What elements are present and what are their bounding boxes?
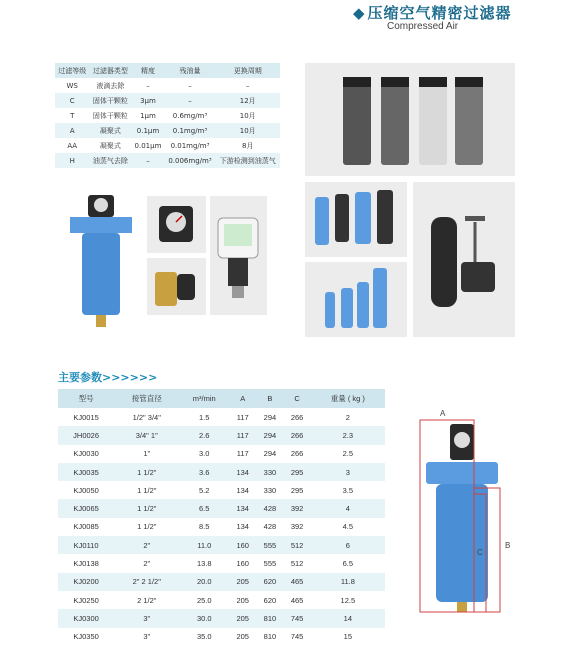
spec-cell-a: 117	[229, 426, 256, 444]
spec-cell-b: 555	[256, 554, 283, 572]
spec-cell-a: 160	[229, 554, 256, 572]
filter-cell-precision: 0.01μm	[131, 138, 164, 153]
spec-cell-a: 205	[229, 591, 256, 609]
filter-elements-photo	[305, 63, 515, 176]
filter-cell-type: 凝聚式	[89, 123, 131, 138]
filter-cell-residual-oil: 0.01mg/m³	[165, 138, 216, 153]
spec-cell-model: KJ0035	[58, 463, 114, 481]
spec-cell-model: KJ0085	[58, 518, 114, 536]
spec-cell-flow: 13.8	[179, 554, 229, 572]
spec-cell-model: KJ0200	[58, 573, 114, 591]
filter-cell-residual-oil: 0.1mg/m³	[165, 123, 216, 138]
spec-cell-flow: 2.6	[179, 426, 229, 444]
filter-table-row	[55, 123, 280, 138]
title-text: 压缩空气精密过滤器	[367, 4, 512, 22]
spec-cell-b: 428	[256, 499, 283, 517]
spec-cell-weight: 4	[311, 499, 385, 517]
dim-label-a: A	[440, 409, 446, 418]
filter-cell-replace-cycle: 8月	[215, 138, 280, 153]
spec-cell-pipe-diameter: 2 1/2"	[114, 591, 179, 609]
spec-cell-c: 745	[284, 628, 311, 646]
spec-cell-c: 266	[284, 408, 311, 426]
spec-cell-b: 620	[256, 591, 283, 609]
spec-cell-a: 160	[229, 536, 256, 554]
spec-cell-c: 465	[284, 573, 311, 591]
spec-cell-pipe-diameter: 2" 2 1/2"	[114, 573, 179, 591]
filter-cell-residual-oil: –	[165, 78, 216, 93]
spec-table-row	[58, 463, 385, 481]
spec-cell-model: KJ0350	[58, 628, 114, 646]
spec-table-row	[58, 554, 385, 572]
filter-cell-replace-cycle: 下游检测到油蒸气	[215, 153, 280, 168]
dimension-diagram	[412, 402, 522, 622]
spec-cell-flow: 6.5	[179, 499, 229, 517]
filter-cell-type: 液滴去除	[89, 78, 131, 93]
spec-cell-b: 294	[256, 426, 283, 444]
filter-table-row	[55, 78, 280, 93]
dimension-filter-body	[426, 424, 498, 612]
filter-cell-precision: –	[131, 153, 164, 168]
spec-cell-b: 330	[256, 481, 283, 499]
spec-cell-b: 294	[256, 445, 283, 463]
spec-cell-model: KJ0030	[58, 445, 114, 463]
spec-header-flow: m³/min	[179, 389, 229, 408]
spec-cell-flow: 30.0	[179, 609, 229, 627]
gauge-photo	[147, 196, 206, 253]
spec-cell-weight: 2.3	[311, 426, 385, 444]
spec-cell-model: KJ0300	[58, 609, 114, 627]
section-title: 主要参数>>>>>>	[58, 371, 158, 384]
spec-table-row	[58, 481, 385, 499]
filter-cell-grade: A	[55, 123, 89, 138]
spec-table-row	[58, 518, 385, 536]
spec-table-row	[58, 628, 385, 646]
filter-housings-photo	[305, 182, 407, 257]
dim-label-b: B	[505, 541, 511, 550]
filter-cell-precision: 3μm	[131, 93, 164, 108]
spec-cell-flow: 25.0	[179, 591, 229, 609]
spec-table-row	[58, 536, 385, 554]
spec-cell-b: 294	[256, 408, 283, 426]
spec-cell-a: 205	[229, 628, 256, 646]
spec-cell-c: 392	[284, 518, 311, 536]
spec-cell-b: 555	[256, 536, 283, 554]
spec-cell-model: JH0026	[58, 426, 114, 444]
spec-header-pipe-diameter: 接管直径	[114, 389, 179, 408]
spec-table-row	[58, 591, 385, 609]
filter-cell-precision: 0.1μm	[131, 123, 164, 138]
spec-cell-pipe-diameter: 3/4" 1"	[114, 426, 179, 444]
element-assembly-photo	[413, 182, 515, 337]
spec-cell-weight: 3	[311, 463, 385, 481]
spec-cell-pipe-diameter: 1 1/2"	[114, 481, 179, 499]
spec-cell-a: 134	[229, 463, 256, 481]
spec-cell-c: 465	[284, 591, 311, 609]
filter-cell-type: 凝聚式	[89, 138, 131, 153]
spec-table-header-row	[58, 389, 385, 408]
filter-cell-residual-oil: –	[165, 93, 216, 108]
filter-header-grade: 过滤等级	[55, 63, 89, 78]
spec-cell-a: 117	[229, 445, 256, 463]
spec-cell-flow: 8.5	[179, 518, 229, 536]
spec-cell-c: 295	[284, 481, 311, 499]
filter-cell-grade: H	[55, 153, 89, 168]
spec-cell-pipe-diameter: 2"	[114, 554, 179, 572]
spec-cell-model: KJ0250	[58, 591, 114, 609]
spec-header-a: A	[229, 389, 256, 408]
spec-cell-b: 810	[256, 609, 283, 627]
dim-label-c: C	[477, 548, 483, 557]
spec-cell-a: 205	[229, 573, 256, 591]
spec-cell-pipe-diameter: 1 1/2"	[114, 499, 179, 517]
filter-cell-precision: 1μm	[131, 108, 164, 123]
spec-cell-model: KJ0110	[58, 536, 114, 554]
filter-cell-replace-cycle: –	[215, 78, 280, 93]
filter-cell-residual-oil: 0.6mg/m³	[165, 108, 216, 123]
filter-table-row	[55, 108, 280, 123]
filter-header-residual-oil: 残油量	[165, 63, 216, 78]
filter-sizes-photo	[305, 262, 407, 337]
spec-cell-pipe-diameter: 1"	[114, 445, 179, 463]
auto-drain-photo	[210, 196, 267, 315]
filter-cell-grade: WS	[55, 78, 89, 93]
spec-table-row	[58, 573, 385, 591]
spec-cell-pipe-diameter: 3"	[114, 628, 179, 646]
spec-cell-pipe-diameter: 1 1/2"	[114, 518, 179, 536]
diamond-icon: ◆	[353, 4, 366, 22]
filter-table-row	[55, 93, 280, 108]
spec-cell-c: 295	[284, 463, 311, 481]
spec-cell-flow: 3.0	[179, 445, 229, 463]
filter-cell-precision: –	[131, 78, 164, 93]
spec-cell-weight: 14	[311, 609, 385, 627]
spec-cell-weight: 4.5	[311, 518, 385, 536]
spec-table	[58, 389, 385, 646]
spec-cell-c: 266	[284, 445, 311, 463]
spec-table-row	[58, 445, 385, 463]
spec-cell-weight: 15	[311, 628, 385, 646]
spec-cell-a: 134	[229, 518, 256, 536]
filter-table-row	[55, 153, 280, 168]
filter-cell-type: 固体干颗粒	[89, 108, 131, 123]
filter-cell-grade: T	[55, 108, 89, 123]
spec-cell-model: KJ0015	[58, 408, 114, 426]
spec-cell-pipe-diameter: 1 1/2"	[114, 463, 179, 481]
spec-cell-pipe-diameter: 2"	[114, 536, 179, 554]
gauge-face	[94, 198, 108, 212]
spec-cell-flow: 11.0	[179, 536, 229, 554]
spec-cell-pipe-diameter: 1/2" 3/4"	[114, 408, 179, 426]
filter-cell-type: 固体干颗粒	[89, 93, 131, 108]
filter-table-row	[55, 138, 280, 153]
spec-cell-b: 428	[256, 518, 283, 536]
spec-cell-b: 620	[256, 573, 283, 591]
spec-cell-flow: 5.2	[179, 481, 229, 499]
spec-table-row	[58, 499, 385, 517]
spec-cell-weight: 12.5	[311, 591, 385, 609]
spec-header-b: B	[256, 389, 283, 408]
spec-cell-weight: 2	[311, 408, 385, 426]
filter-bowl	[82, 233, 120, 315]
spec-cell-a: 117	[229, 408, 256, 426]
spec-table-row	[58, 609, 385, 627]
spec-cell-flow: 20.0	[179, 573, 229, 591]
page-title	[353, 2, 512, 23]
spec-cell-c: 512	[284, 554, 311, 572]
spec-cell-b: 810	[256, 628, 283, 646]
spec-cell-b: 330	[256, 463, 283, 481]
spec-cell-flow: 1.5	[179, 408, 229, 426]
spec-table-row	[58, 426, 385, 444]
spec-cell-a: 134	[229, 481, 256, 499]
spec-cell-weight: 6.5	[311, 554, 385, 572]
spec-header-model: 型号	[58, 389, 114, 408]
spec-cell-pipe-diameter: 3"	[114, 609, 179, 627]
filter-table-header-row	[55, 63, 280, 78]
page-subtitle: Compressed Air	[387, 21, 459, 32]
spec-cell-c: 266	[284, 426, 311, 444]
spec-cell-model: KJ0138	[58, 554, 114, 572]
drain-valve	[96, 315, 106, 327]
spec-cell-c: 512	[284, 536, 311, 554]
filter-cell-replace-cycle: 10月	[215, 108, 280, 123]
spec-cell-weight: 3.5	[311, 481, 385, 499]
filter-header-precision: 精度	[131, 63, 164, 78]
drain-photo	[147, 258, 206, 315]
spec-cell-weight: 6	[311, 536, 385, 554]
filter-product-image	[66, 193, 136, 333]
spec-cell-model: KJ0050	[58, 481, 114, 499]
spec-cell-a: 205	[229, 609, 256, 627]
filter-cell-grade: C	[55, 93, 89, 108]
filter-cell-replace-cycle: 10月	[215, 123, 280, 138]
filter-header-replace-cycle: 更换周期	[215, 63, 280, 78]
spec-header-weight: 重量 ( kg )	[311, 389, 385, 408]
spec-cell-flow: 3.6	[179, 463, 229, 481]
spec-table-row	[58, 408, 385, 426]
filter-cell-replace-cycle: 12月	[215, 93, 280, 108]
spec-cell-flow: 35.0	[179, 628, 229, 646]
spec-cell-weight: 2.5	[311, 445, 385, 463]
spec-cell-c: 745	[284, 609, 311, 627]
filter-cell-grade: AA	[55, 138, 89, 153]
filter-cell-type: 油蒸气去除	[89, 153, 131, 168]
filter-head	[70, 217, 132, 233]
spec-cell-model: KJ0065	[58, 499, 114, 517]
spec-cell-c: 392	[284, 499, 311, 517]
filter-header-type: 过滤器类型	[89, 63, 131, 78]
filter-cell-residual-oil: 0.006mg/m³	[165, 153, 216, 168]
spec-header-c: C	[284, 389, 311, 408]
spec-cell-weight: 11.8	[311, 573, 385, 591]
element-cylinders	[343, 77, 483, 165]
filter-grade-table	[55, 63, 280, 168]
spec-cell-a: 134	[229, 499, 256, 517]
